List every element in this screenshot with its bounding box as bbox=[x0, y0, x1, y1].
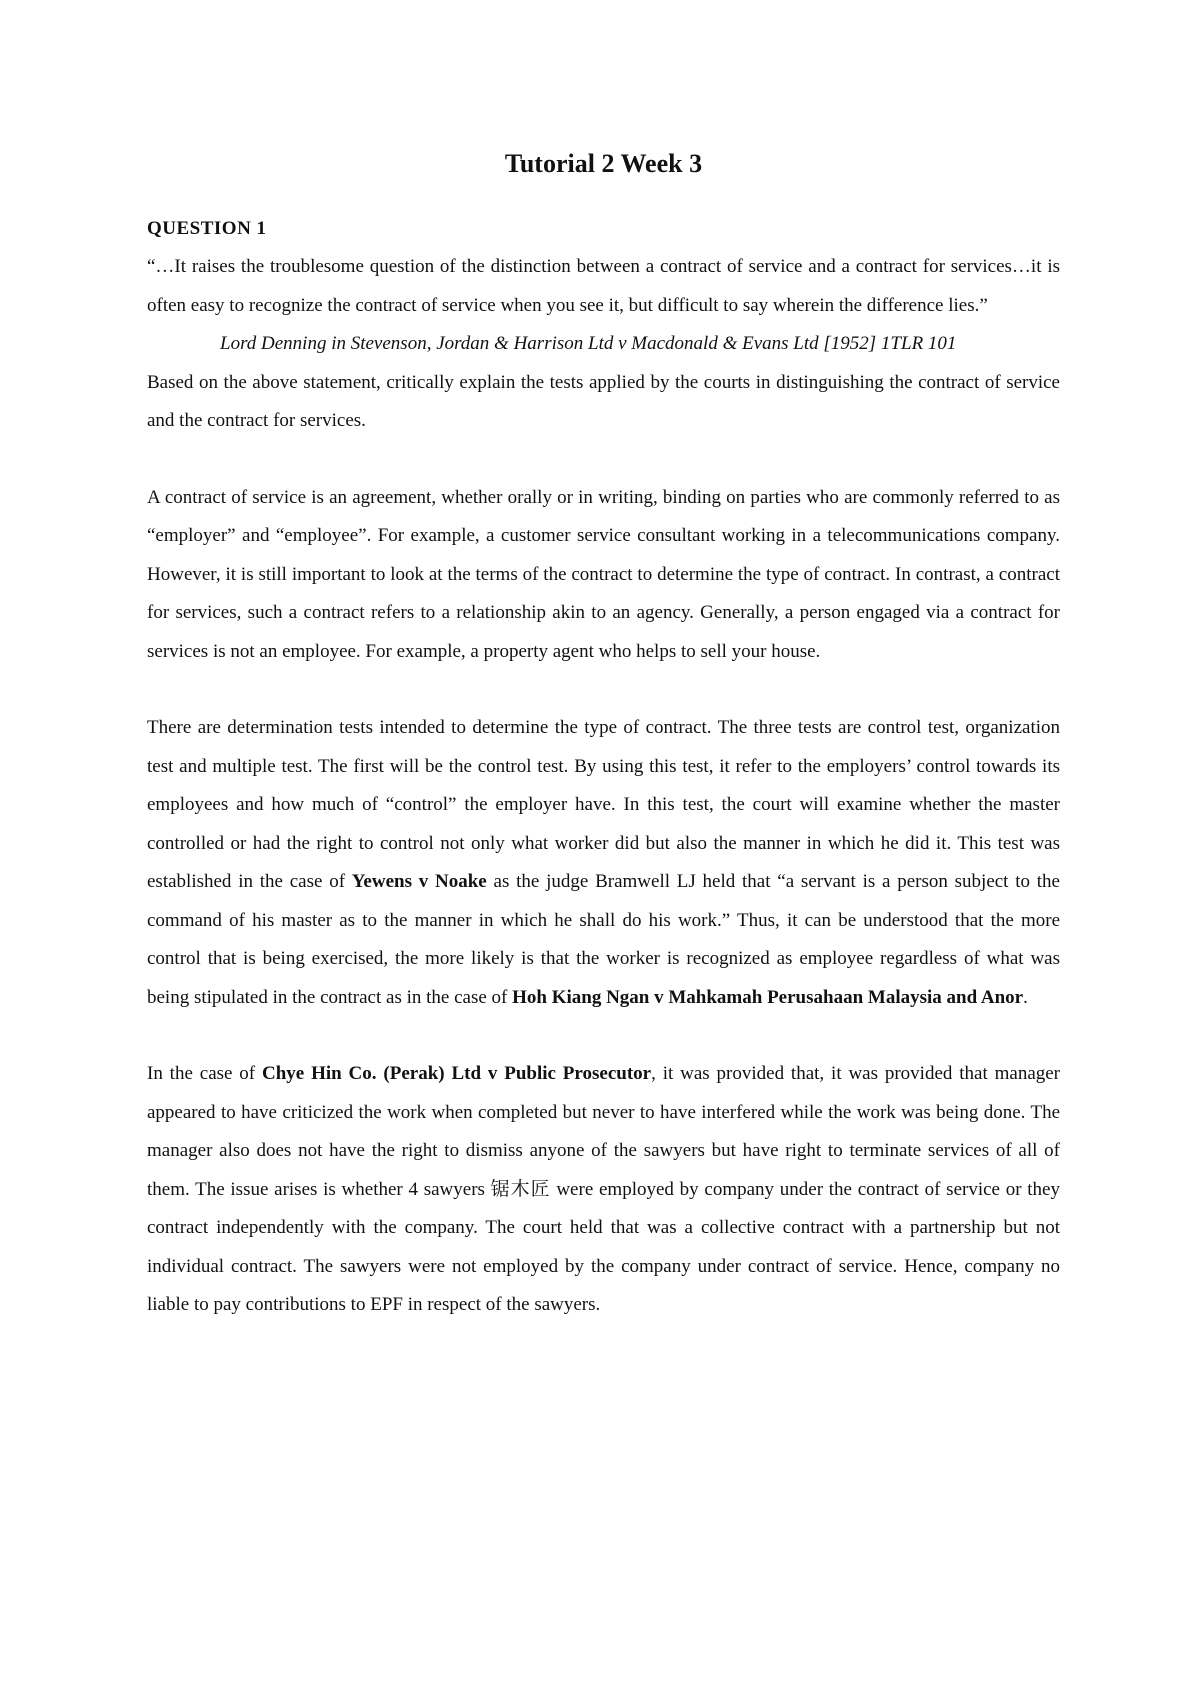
paragraph-text: as the judge Bramwell LJ held that “a servant is a person subject to the command of his master as to the manner in which he shall do his work.” Thus, it can be understood that the more control that is being exercised, the more likely is that the worker is recognized as employee regardless of what was being stipulated in the contract as in the case of bbox=[147, 871, 1060, 1008]
case-name: Yewens v Noake bbox=[351, 871, 487, 892]
case-name: Chye Hin Co. (Perak) Ltd v Public Prosecutor bbox=[262, 1063, 652, 1084]
document-title: Tutorial 2 Week 3 bbox=[504, 149, 703, 178]
question-heading: QUESTION 1 bbox=[147, 218, 267, 239]
quote-paragraph: “…It raises the troublesome question of the distinction between a contract of service and a contract for services…it is often easy to recognize the contract of service when you see it, but difficult to say wherein the difference lies.” bbox=[147, 256, 1060, 316]
paragraph-text: , it was provided that, it was provided that manager appeared to have criticized the work when completed but never to have interfered while the work was being done. The manager also does not have the right to dismiss anyone of the sawyers but have right to terminate services of all of them. The issue arises is whether 4 sawyers 锯木匠 were employed by company under the contract of service or they contract independently with the company. The court held that was a collective contract with a partnership but not individual contract. The sawyers were not employed by the company under contract of service. Hence, company no liable to pay contributions to EPF in respect of the sawyers. bbox=[147, 1063, 1061, 1315]
quote-citation: Lord Denning in Stevenson, Jordan & Harrison Ltd v Macdonald & Evans Ltd [1952] 1TLR 101 bbox=[220, 333, 957, 354]
paragraph-text: . bbox=[1023, 986, 1028, 1008]
document-page bbox=[147, 144, 1060, 1325]
paragraph-spacer bbox=[147, 1017, 1060, 1055]
paragraph-text: There are determination tests intended to determine the type of contract. The three tests are control test, organization test and multiple test. The first will be the control test. By using this test, it refer to the employers’ control towards its employees and how much of “control” the employer have. In this test, the court will examine whether the master controlled or had the right to control not only what worker did but also the manner in which he did it. This test was established in the case of bbox=[147, 717, 1060, 892]
case-name: Hoh Kiang Ngan v Mahkamah Perusahaan Malaysia and Anor bbox=[512, 986, 1024, 1008]
paragraph-text: In the case of bbox=[147, 1063, 262, 1084]
paragraph-spacer bbox=[147, 441, 1060, 479]
question-prompt: Based on the above statement, critically explain the tests applied by the courts in distinguishing the contract of service and the contract for services. bbox=[147, 371, 1060, 431]
paragraph-contract-definition: A contract of service is an agreement, whether orally or in writing, binding on parties who are commonly referred to as “employer” and “employee”. For example, a customer service consultant working in a telecommunications company. However, it is still important to look at the terms of the contract to determine the type of contract. In contrast, a contract for services, such a contract refers to a relationship akin to an agency. Generally, a person engaged via a contract for services is not an employee. For example, a property agent who helps to sell your house. bbox=[147, 486, 1060, 662]
paragraph-control-test bbox=[147, 709, 1060, 1017]
paragraph-spacer bbox=[147, 671, 1060, 709]
paragraph-chye-hin-case bbox=[147, 1055, 1060, 1325]
